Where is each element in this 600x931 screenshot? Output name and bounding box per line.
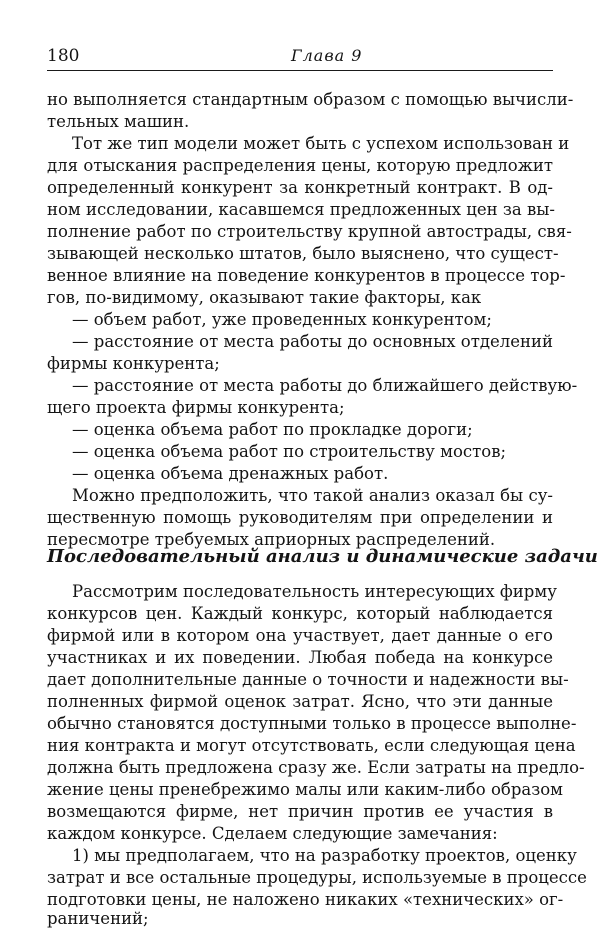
text-line: щего проекта фирмы конкурента;	[47, 398, 345, 417]
text-line: дает дополнительные данные о точности и надежности вы-	[47, 670, 569, 689]
text-line: ном исследовании, касавшемся предложенных цен за вы-	[47, 200, 556, 219]
text-line: зывающей несколько штатов, было выяснено, что сущест-	[47, 244, 559, 263]
text-line: участниках и их поведении. Любая победа на конкурсе	[47, 648, 553, 667]
text-line: для отыскания распределения цены, которую предложит	[47, 156, 553, 175]
chapter-title: Глава 9	[291, 46, 363, 65]
text-line: возмещаются фирме, нет причин против ее участия в	[47, 802, 553, 821]
running-header	[47, 42, 553, 71]
text-line: фирмой или в котором она участвует, дает данные о его	[47, 626, 553, 645]
text-line: фирмы конкурента;	[47, 354, 220, 373]
text-line: полнение работ по строительству крупной автострады, свя-	[47, 222, 572, 241]
text-line: щественную помощь руководителям при определении и	[47, 508, 553, 527]
text-line: подготовки цены, не наложено никаких «технических» ог-	[47, 890, 564, 909]
text-line: венное влияние на поведение конкурентов в процессе тор-	[47, 266, 566, 285]
text-line: Рассмотрим последовательность интересующих фирму	[72, 582, 557, 601]
text-line: определенный конкурент за конкретный контракт. В од-	[47, 178, 553, 197]
text-line: обычно становятся доступными только в процессе выполне-	[47, 714, 577, 733]
text-line: затрат и все остальные процедуры, используемые в процессе	[47, 868, 587, 887]
list-item: — объем работ, уже проведенных конкурентом;	[72, 310, 492, 329]
page-number: 180	[47, 46, 80, 66]
text-line: но выполняется стандартным образом с помощью вычисли-	[47, 90, 574, 109]
text-line: раничений;	[47, 909, 149, 928]
text-line: каждом конкурсе. Сделаем следующие замечания:	[47, 824, 498, 843]
list-item: — оценка объема работ по строительству мостов;	[72, 442, 507, 461]
list-item: — расстояние от места работы до ближайшего действую-	[72, 376, 578, 395]
text-line: конкурсов цен. Каждый конкурс, который наблюдается	[47, 604, 553, 623]
section-heading: Последовательный анализ и динамические задачи	[47, 546, 598, 567]
text-line: Тот же тип модели может быть с успехом использован и	[72, 134, 570, 153]
list-item: — оценка объема дренажных работ.	[72, 464, 389, 483]
text-line: должна быть предложена сразу же. Если затраты на предло-	[47, 758, 585, 777]
text-line: полненных фирмой оценок затрат. Ясно, что эти данные	[47, 692, 553, 711]
list-item: — оценка объема работ по прокладке дороги;	[72, 420, 473, 439]
text-line: тельных машин.	[47, 112, 190, 131]
list-item: — расстояние от места работы до основных отделений	[72, 332, 553, 351]
text-line: Можно предположить, что такой анализ оказал бы су-	[72, 486, 553, 505]
text-line: жение цены пренебрежимо малы или каким-либо образом	[47, 780, 563, 799]
text-line: ния контракта и могут отсутствовать, если следующая цена	[47, 736, 576, 755]
text-line: пересмотре требуемых априорных распределений.	[47, 530, 496, 549]
text-line: гов, по-видимому, оказывают такие факторы, как	[47, 288, 482, 307]
list-item: 1) мы предполагаем, что на разработку проектов, оценку	[72, 846, 577, 865]
